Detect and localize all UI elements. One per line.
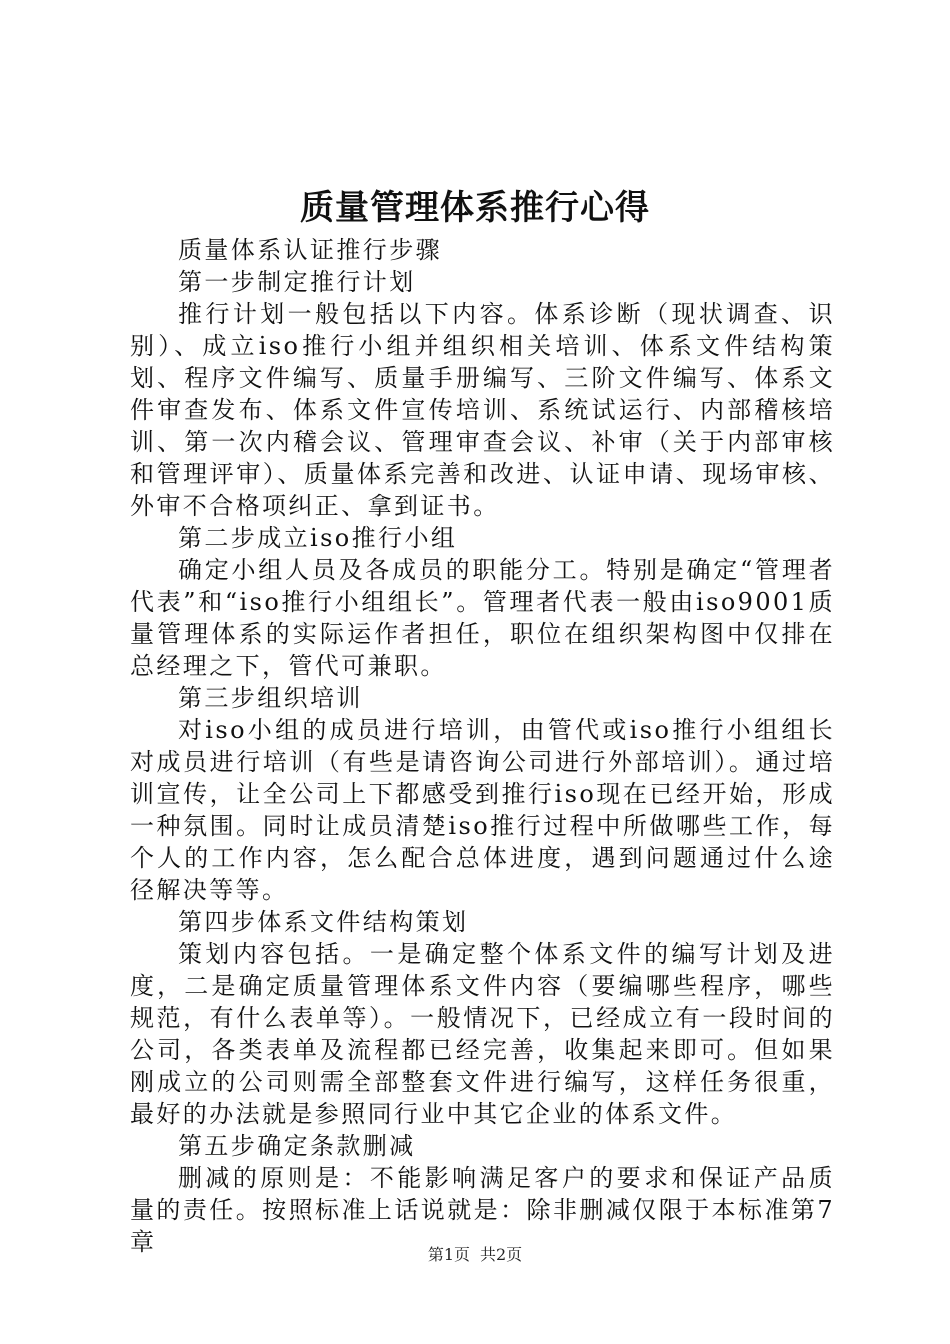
paragraph-step5-body: 删减的原则是：不能影响满足客户的要求和保证产品质量的责任。按照标准上话说就是：除非删减仅限于本标准第7章 (130, 1164, 835, 1256)
page-footer (0, 1244, 950, 1266)
paragraph-subtitle: 质量体系认证推行步骤 (178, 236, 442, 264)
paragraph-step1-body: 推行计划一般包括以下内容。体系诊断（现状调查、识别）、成立iso推行小组并组织相关培训、体系文件结构策划、程序文件编写、质量手册编写、三阶文件编写、体系文件审查发布、体系文件宣传培训、系统试运行、内部稽核培训、第一次内稽会议、管理审查会议、补审（关于内部审核和管理评审）、质量体系完善和改进、认证申请、现场审核、外审不合格项纠正、拿到证书。 (130, 300, 835, 520)
page-number: 第1页 (427, 1245, 470, 1264)
paragraph-step3-heading: 第三步组织培训 (178, 684, 363, 712)
paragraph-step2-heading: 第二步成立iso推行小组 (178, 524, 458, 552)
document-body (130, 234, 835, 1258)
paragraph-step5-heading: 第五步确定条款删减 (178, 1132, 416, 1160)
paragraph-step4-heading: 第四步体系文件结构策划 (178, 908, 469, 936)
paragraph-step3-body: 对iso小组的成员进行培训，由管代或iso推行小组组长对成员进行培训（有些是请咨询公司进行外部培训）。通过培训宣传，让全公司上下都感受到推行iso现在已经开始，形成一种氛围。同时让成员清楚iso推行过程中所做哪些工作，每个人的工作内容，怎么配合总体进度，遇到问题通过什么途径解决等等。 (130, 716, 835, 904)
paragraph-step2-body: 确定小组人员及各成员的职能分工。特别是确定“管理者代表”和“iso推行小组组长”。管理者代表一般由iso9001质量管理体系的实际运作者担任，职位在组织架构图中仅排在总经理之下，管代可兼职。 (130, 556, 835, 680)
paragraph-step1-heading: 第一步制定推行计划 (178, 268, 416, 296)
paragraph-step4-body: 策划内容包括。一是确定整个体系文件的编写计划及进度，二是确定质量管理体系文件内容（要编哪些程序，哪些规范，有什么表单等）。一般情况下，已经成立有一段时间的公司，各类表单及流程都已经完善，收集起来即可。但如果刚成立的公司则需全部整套文件进行编写，这样任务很重，最好的办法就是参照同行业中其它企业的体系文件。 (130, 940, 835, 1128)
page-total: 共2页 (480, 1245, 523, 1264)
document-title: 质量管理体系推行心得 (300, 188, 650, 228)
